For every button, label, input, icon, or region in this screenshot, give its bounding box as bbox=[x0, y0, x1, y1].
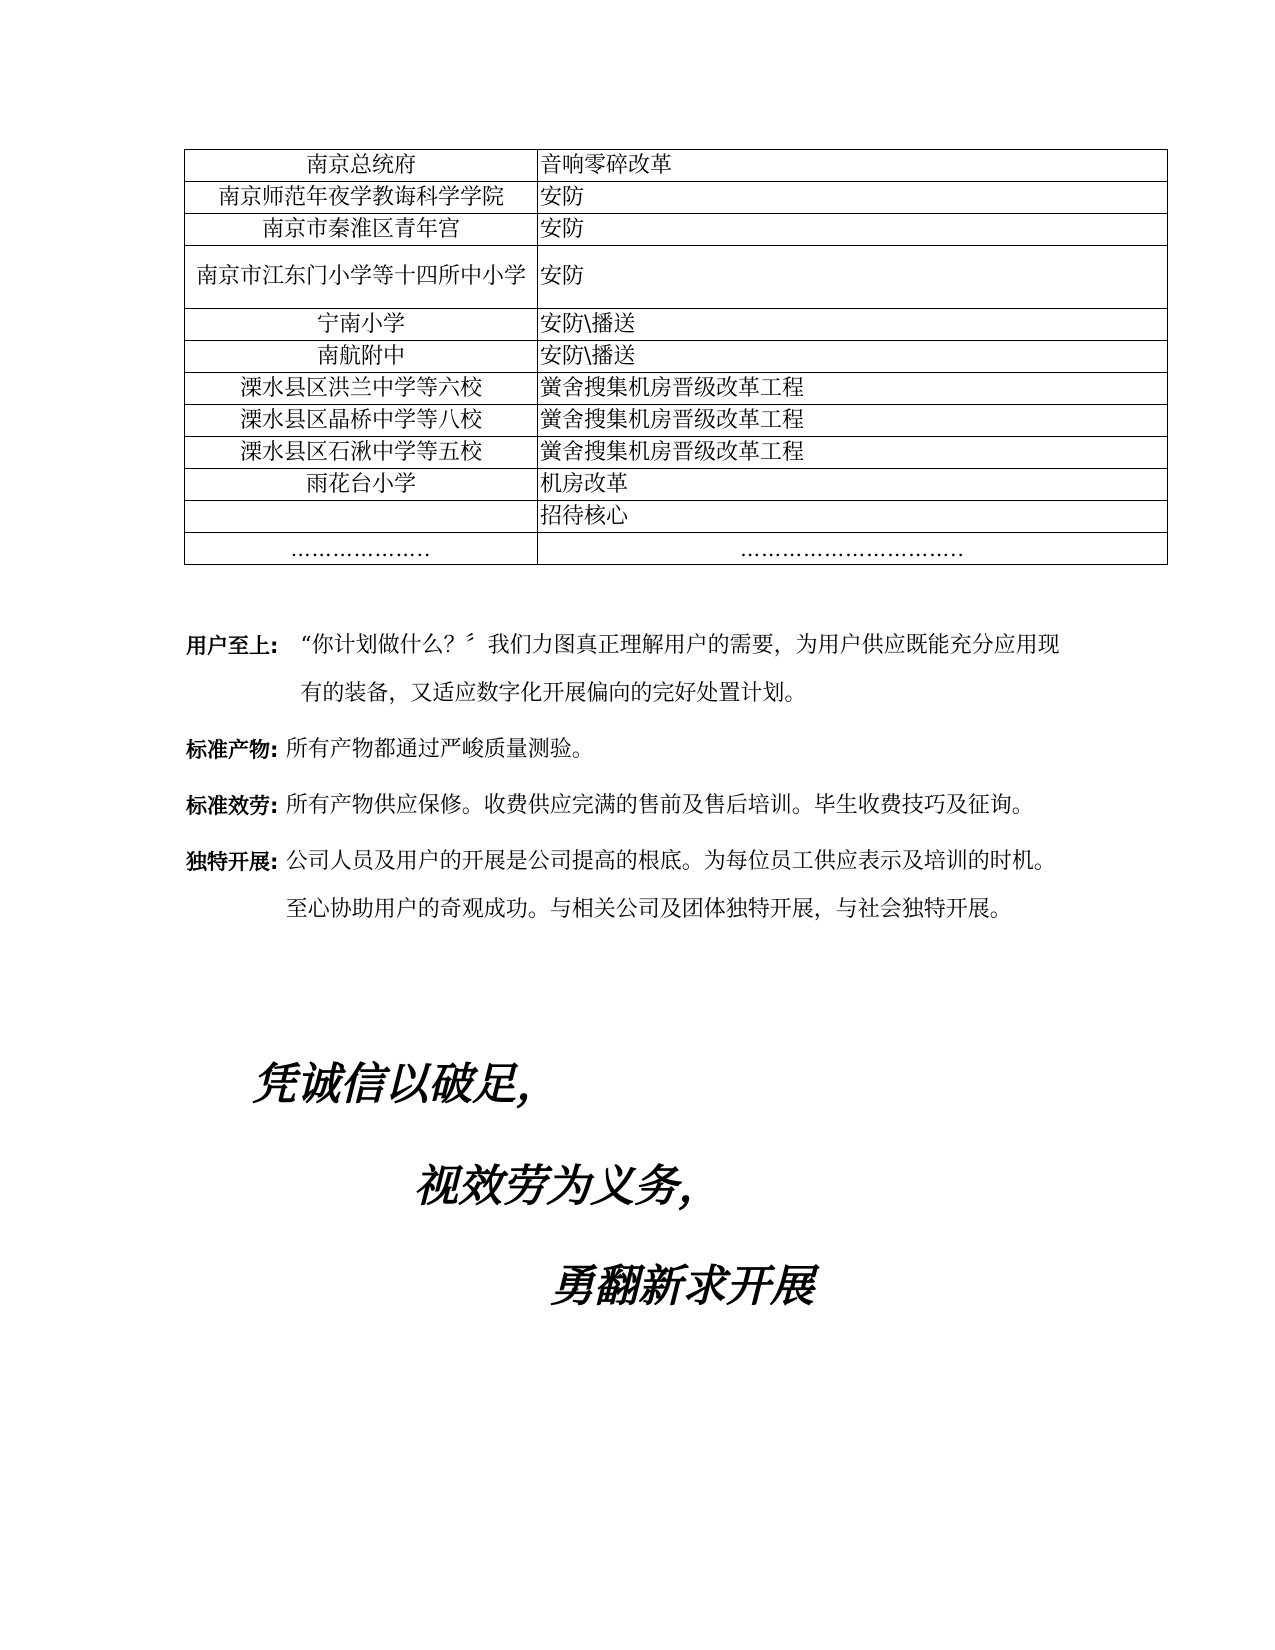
value-text: 所有产物都通过严峻质量测验。 bbox=[285, 737, 594, 762]
table-row bbox=[185, 437, 1168, 469]
slogan-line: 勇翻新求开展 bbox=[550, 1261, 814, 1312]
value-item bbox=[186, 838, 1086, 934]
value-text: “你计划做什么？〞我们力图真正理解用户的需要，为用户供应既能充分应用现有的装备，又适应数字化开展偏向的完好处置计划。 bbox=[300, 633, 1060, 706]
slogan-line: 凭诚信以破足， bbox=[252, 1059, 560, 1110]
slogan-line: 视效劳为义务， bbox=[414, 1161, 722, 1212]
client-cell: 南航附中 bbox=[185, 341, 538, 373]
table-body bbox=[185, 150, 1168, 565]
scope-cell: ………………………….. bbox=[538, 533, 1168, 565]
table-row bbox=[185, 405, 1168, 437]
scope-cell: 黉舍搜集机房晋级改革工程 bbox=[538, 373, 1168, 405]
scope-cell: 安防 bbox=[538, 182, 1168, 214]
scope-cell: 招待核心 bbox=[538, 501, 1168, 533]
table-row bbox=[185, 182, 1168, 214]
client-cell: 雨花台小学 bbox=[185, 469, 538, 501]
client-cell: 南京师范年夜学教诲科学学院 bbox=[185, 182, 538, 214]
table-row bbox=[185, 309, 1168, 341]
scope-cell: 黉舍搜集机房晋级改革工程 bbox=[538, 405, 1168, 437]
scope-cell: 安防 bbox=[538, 246, 1168, 309]
scope-cell: 安防 bbox=[538, 214, 1168, 246]
projects-table bbox=[184, 149, 1168, 565]
client-cell: 溧水县区洪兰中学等六校 bbox=[185, 373, 538, 405]
client-cell: 溧水县区石湫中学等五校 bbox=[185, 437, 538, 469]
value-text: 公司人员及用户的开展是公司提高的根底。为每位员工供应表示及培训的时机。至心协助用户的奇观成功。与相关公司及团体独特开展，与社会独特开展。 bbox=[285, 849, 1056, 922]
scope-cell: 安防\播送 bbox=[538, 309, 1168, 341]
value-label: 独特开展: bbox=[186, 850, 279, 874]
client-cell bbox=[185, 501, 538, 533]
scope-cell: 音响零碎改革 bbox=[538, 150, 1168, 182]
client-cell: 溧水县区晶桥中学等八校 bbox=[185, 405, 538, 437]
table-row bbox=[185, 214, 1168, 246]
table-row bbox=[185, 533, 1168, 565]
value-label: 用户至上: bbox=[186, 634, 279, 658]
table-row bbox=[185, 373, 1168, 405]
client-cell: ……………….. bbox=[185, 533, 538, 565]
value-text: 所有产物供应保修。收费供应完满的售前及售后培训。毕生收费技巧及征询。 bbox=[285, 793, 1034, 818]
table-row bbox=[185, 246, 1168, 309]
client-cell: 南京市秦淮区青年宫 bbox=[185, 214, 538, 246]
table-row bbox=[185, 341, 1168, 373]
value-label: 标准产物: bbox=[186, 738, 279, 762]
client-cell: 宁南小学 bbox=[185, 309, 538, 341]
table-row bbox=[185, 469, 1168, 501]
value-item bbox=[186, 726, 1086, 774]
company-values bbox=[186, 622, 1086, 942]
value-label: 标准效劳: bbox=[186, 794, 279, 818]
table-row bbox=[185, 501, 1168, 533]
scope-cell: 黉舍搜集机房晋级改革工程 bbox=[538, 437, 1168, 469]
value-item bbox=[186, 622, 1086, 718]
client-cell: 南京市江东门小学等十四所中小学 bbox=[185, 246, 538, 309]
scope-cell: 机房改革 bbox=[538, 469, 1168, 501]
table-row bbox=[185, 150, 1168, 182]
value-item bbox=[186, 782, 1086, 830]
scope-cell: 安防\播送 bbox=[538, 341, 1168, 373]
client-cell: 南京总统府 bbox=[185, 150, 538, 182]
